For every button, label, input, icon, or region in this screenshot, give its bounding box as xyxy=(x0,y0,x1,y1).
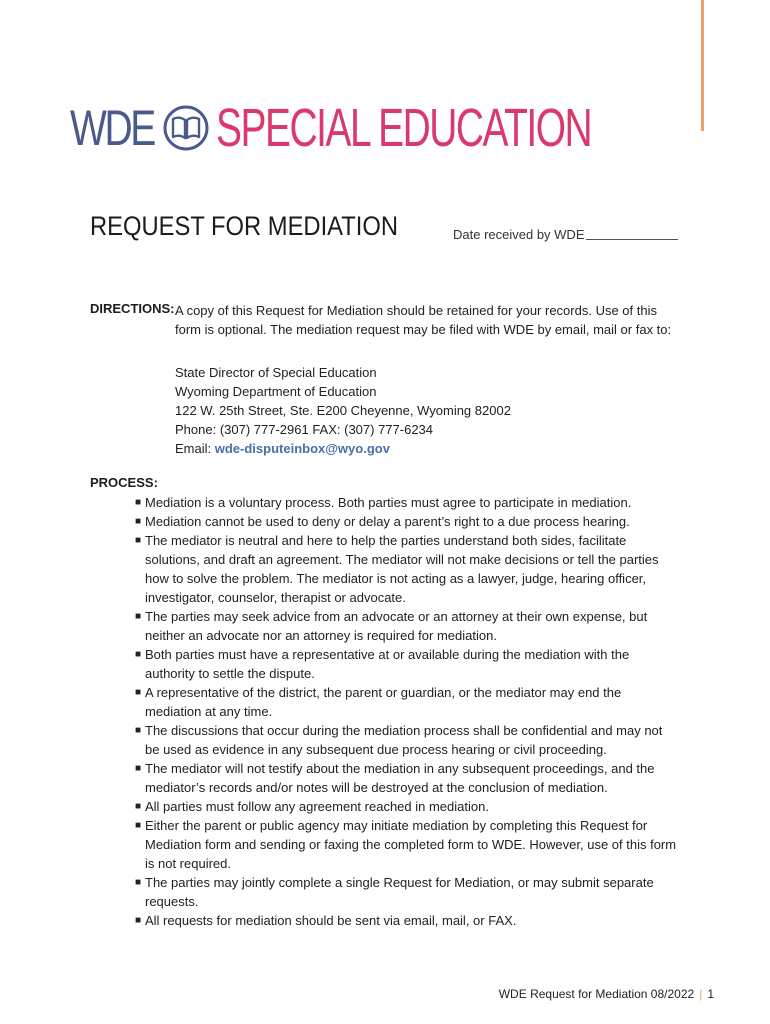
address-line-recipient: State Director of Special Education xyxy=(175,365,377,380)
address-line-email xyxy=(175,439,511,458)
bullet-icon: ■ xyxy=(135,915,142,926)
wde-special-education-logo xyxy=(70,98,737,158)
list-item-text: The mediator will not testify about the mediation in any subsequent proceedings, and the mediator’s records and/or notes will be destroyed at the conclusion of mediation. xyxy=(145,761,655,795)
logo-special-education-text: SPECIAL EDUCATION xyxy=(216,98,592,158)
bullet-icon: ■ xyxy=(135,820,142,831)
directions-text: A copy of this Request for Mediation should be retained for your records. Use of this form is optional. The mediation request may be filed with WDE by email, mail or fax to: xyxy=(175,303,672,337)
email-link[interactable]: wde-disputeinbox@wyo.gov xyxy=(214,441,390,456)
page-title: REQUEST FOR MEDIATION xyxy=(90,211,399,241)
list-item-text: The discussions that occur during the mediation process shall be confidential and may not be used as evidence in any subsequent due process hearing or civil proceeding. xyxy=(145,723,663,757)
directions-label: DIRECTIONS: xyxy=(90,301,175,316)
list-item-text: The mediator is neutral and here to help the parties understand both sides, facilitate solutions, and draft an agreement. The mediator will not make decisions or tell the parties how to solve the problem. The mediator is not acting as a lawyer, judge, hearing officer, investigator, counselor, therapist or advocate. xyxy=(145,533,659,605)
mailing-address xyxy=(175,363,511,458)
list-item-text: The parties may seek advice from an advocate or an attorney at their own expense, but neither an advocate nor an attorney is required for mediation. xyxy=(145,609,648,643)
list-item-text: Mediation is a voluntary process. Both parties must agree to participate in mediation. xyxy=(145,495,632,510)
list-item xyxy=(134,873,679,911)
page-footer xyxy=(499,987,714,1001)
page-number: 1 xyxy=(707,987,714,1001)
bullet-icon: ■ xyxy=(135,687,142,698)
bullet-icon: ■ xyxy=(135,497,142,508)
list-item xyxy=(134,512,679,531)
list-item-text: A representative of the district, the parent or guardian, or the mediator may end the mediation at any time. xyxy=(145,685,622,719)
address-line-phone-fax: Phone: (307) 777-2961 FAX: (307) 777-6234 xyxy=(175,422,434,437)
date-received-field[interactable] xyxy=(586,239,678,240)
list-item xyxy=(134,816,679,873)
logo-wde-text: WDE xyxy=(70,100,154,156)
bullet-icon: ■ xyxy=(135,535,142,546)
list-item xyxy=(134,607,679,645)
date-received-label: Date received by WDE xyxy=(453,227,585,242)
list-item xyxy=(134,531,679,607)
list-item xyxy=(134,759,679,797)
bullet-icon: ■ xyxy=(135,725,142,736)
open-book-icon xyxy=(162,104,210,152)
list-item xyxy=(134,493,679,512)
bullet-icon: ■ xyxy=(135,516,142,527)
address-line-department: Wyoming Department of Education xyxy=(175,384,377,399)
list-item xyxy=(134,911,679,930)
list-item xyxy=(134,645,679,683)
bullet-icon: ■ xyxy=(135,649,142,660)
bullet-icon: ■ xyxy=(135,763,142,774)
list-item xyxy=(134,721,679,759)
list-item-text: Mediation cannot be used to deny or delay a parent’s right to a due process hearing. xyxy=(145,514,630,529)
bullet-icon: ■ xyxy=(135,611,142,622)
email-label: Email: xyxy=(175,441,212,456)
list-item-text: All requests for mediation should be sent via email, mail, or FAX. xyxy=(145,913,517,928)
list-item xyxy=(134,683,679,721)
address-line-street: 122 W. 25th Street, Ste. E200 Cheyenne, Wyoming 82002 xyxy=(175,403,511,418)
list-item xyxy=(134,797,679,816)
footer-separator: | xyxy=(699,987,703,1001)
list-item-text: Both parties must have a representative at or available during the mediation with the authority to settle the dispute. xyxy=(145,647,630,681)
bullet-icon: ■ xyxy=(135,877,142,888)
process-label: PROCESS: xyxy=(90,475,158,490)
list-item-text: Either the parent or public agency may initiate mediation by completing this Request for Mediation form and sending or faxing the completed form to WDE. However, use of this form is not required. xyxy=(145,818,677,871)
list-item-text: All parties must follow any agreement reached in mediation. xyxy=(145,799,489,814)
footer-doc-label: WDE Request for Mediation 08/2022 xyxy=(498,987,695,1001)
process-list xyxy=(134,493,679,930)
bullet-icon: ■ xyxy=(135,801,142,812)
list-item-text: The parties may jointly complete a single Request for Mediation, or may submit separate requests. xyxy=(145,875,654,909)
